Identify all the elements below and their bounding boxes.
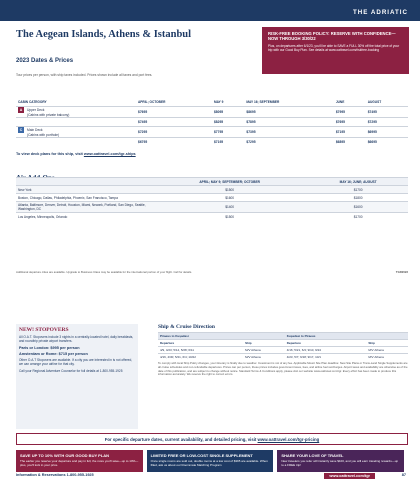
ship-name: M/V Athena bbox=[366, 354, 408, 361]
prices-row bbox=[16, 126, 408, 137]
price-cell: $7495 bbox=[136, 117, 212, 126]
air-cities: Los Angeles, Minneapolis, Orlando bbox=[16, 213, 151, 221]
air-note-text: Additional departure cities are available. Upgrade to Business Class may be available for the international portion of your flight. Call for details. bbox=[16, 270, 192, 274]
ship-heading: Ship & Cruise Direction bbox=[158, 324, 215, 330]
cabin-category-badge: A bbox=[19, 107, 23, 112]
ship-note: To comply with local Ship Policy changes, your itinerary is finally due to weather. Investment is not of any fee. Applicable Mount Site Plan deadline: New Site Plans or Trans-Land Single Supplements are all cruise schedules and non-refundable departures. Prices can per person, these prices includes government taxes, fees, and airline fuel surcharges. Airport taxes and availability are otherwise as of the date of this publication, and are subject to change without notice. Standard Terms & Conditions apply, please visit our website www.oattravel.com/tgr. Every effort has been made to produce this information accurately. We reserve the right to correct errors. bbox=[158, 361, 408, 377]
air-addons-heading-row bbox=[16, 167, 408, 175]
ship-col-departure: Departure bbox=[158, 340, 243, 347]
stopovers-box bbox=[16, 324, 138, 429]
price-cell: $8295 bbox=[212, 117, 244, 126]
offer-body: Once single rooms are sold out, double rooms at a low cost of $395 are available. When filled, ask us about our Roommate Matching Program bbox=[150, 459, 268, 467]
price-cell: $7195 bbox=[212, 137, 244, 146]
stopovers-text: Other O.A.T Stopovers are available. If a city you are interested in is not offered, we can arrange your airline for that city. bbox=[19, 358, 133, 367]
price-cell: $7895 bbox=[244, 117, 333, 126]
cabin-category-badge: C bbox=[19, 127, 23, 132]
prices-header: AUGUST bbox=[367, 99, 382, 104]
risk-free-promo-box bbox=[262, 27, 409, 74]
stopovers-contact: Call your Regional Adventure Counselor for full details at 1-800-955-1925 bbox=[19, 368, 123, 373]
price-cell: $8095 bbox=[212, 106, 244, 117]
ship-name: M/V Athena bbox=[243, 347, 285, 354]
brand-label: THE ADRIATIC bbox=[353, 9, 408, 16]
ship-direction-right: Kuşadasi to Piraeus bbox=[285, 333, 408, 340]
promo-heading: RISK-FREE BOOKING POLICY: RESERVE WITH CONFIDENCE—NOW THROUGH 3/30/22 bbox=[268, 31, 396, 42]
stopovers-heading: NEW! STOPOVERS bbox=[19, 327, 69, 333]
ship-name: M/V Athena bbox=[243, 354, 285, 361]
offer-heading: SAVE UP TO 10% WITH OUR GOOD BUY PLAN bbox=[20, 453, 110, 458]
air-row bbox=[16, 213, 408, 221]
stopover-price-paris: Paris or London: $995 per person bbox=[19, 345, 80, 350]
good-buy-box bbox=[16, 450, 143, 472]
ship-table bbox=[158, 332, 408, 360]
ship-dates: 4/9, 4/23; 5/14, 5/28; 6/11 bbox=[158, 347, 243, 354]
price-cell: $7295 bbox=[244, 137, 333, 146]
pricing-banner bbox=[16, 433, 408, 445]
prices-header: MAY 9 bbox=[213, 99, 224, 104]
prices-header: APRIL; OCTOBER bbox=[138, 99, 166, 104]
air-note bbox=[16, 270, 408, 274]
offer-body: The earlier you reserve your departure and pay in full, the more you'll save—up to 10%—plus, you'll lock in your price. bbox=[20, 459, 139, 467]
ship-name: M/V Athena bbox=[366, 347, 408, 354]
ship-col-row bbox=[158, 340, 408, 347]
cabin-desc: (Cabins with porthole) bbox=[27, 132, 60, 137]
intro-text: Tour prices per person, with ship taxes included. Prices shown include all taxes and port fees. bbox=[16, 73, 153, 77]
ship-col-departure: Departure bbox=[285, 340, 367, 347]
air-price: $1600 bbox=[308, 202, 408, 213]
price-cell: $6995 bbox=[366, 126, 408, 137]
price-cell: $6795 bbox=[136, 137, 212, 146]
prices-header: JUNE bbox=[335, 99, 345, 104]
single-supplement-box bbox=[147, 450, 274, 472]
price-cell: $7295 bbox=[366, 117, 408, 126]
price-cell: $8695 bbox=[244, 106, 333, 117]
air-header bbox=[16, 178, 151, 186]
price-cell: $6895 bbox=[334, 137, 366, 146]
offer-heading: LIMITED FREE OR LOW-COST SINGLE SUPPLEMENT bbox=[150, 453, 253, 458]
air-price: $1500 bbox=[151, 213, 308, 221]
air-header: MAY 16; JUNE; AUGUST bbox=[308, 178, 408, 186]
cabin-desc: (Cabins with private balcony) bbox=[27, 112, 70, 117]
offer-boxes bbox=[0, 450, 420, 472]
pricing-link[interactable]: www.oattravel.com/tgr-pricing bbox=[257, 437, 320, 442]
prices-header: MAY 16; SEPTEMBER bbox=[246, 99, 280, 104]
air-row bbox=[16, 202, 408, 213]
banner-text: For specific departure dates, current availability, and detailed pricing, visit bbox=[104, 437, 258, 442]
air-cities: Atlanta, Baltimore, Denver, Detroit, Houston, Miami, Newark, Portland, San Diego, Seattle, Washington, DC bbox=[16, 202, 151, 213]
prices-header: CABIN CATEGORY bbox=[18, 99, 47, 104]
ship-direction-row bbox=[158, 333, 408, 340]
price-cell: $7795 bbox=[212, 126, 244, 137]
air-addons-table bbox=[16, 177, 408, 221]
ship-dates: 4/23, 5/7; 6/18; 9/17, 10/1 bbox=[285, 354, 367, 361]
price-cell: $7495 bbox=[366, 106, 408, 117]
ship-direction-left: Piraeus to Kuşadasi bbox=[158, 333, 285, 340]
dates-prices-subtitle: 2023 Dates & Prices bbox=[16, 58, 74, 64]
ship-col-ship: Ship bbox=[366, 340, 408, 347]
cabin-name: Main Deck bbox=[27, 127, 43, 132]
air-price: $1600 bbox=[151, 194, 308, 202]
offer-body: New travelers you refer will instantly save $100, and you will earn traveling rewards—up to a FREE trip! bbox=[281, 459, 399, 467]
offer-heading: SHARE YOUR LOVE OF TRAVEL bbox=[281, 453, 344, 458]
price-cell: $6695 bbox=[366, 137, 408, 146]
air-price: $1500 bbox=[151, 186, 308, 194]
cabin-name: Upper Deck bbox=[27, 107, 45, 112]
top-brand-bar bbox=[0, 0, 420, 21]
price-cell: $7995 bbox=[334, 106, 366, 117]
air-row bbox=[16, 194, 408, 202]
page-footer bbox=[0, 472, 420, 480]
ship-row bbox=[158, 347, 408, 354]
prices-header-row bbox=[16, 98, 408, 106]
air-header-row bbox=[16, 178, 408, 186]
ship-dates: 4/16; 5/21, 6/4; 9/10, 9/24 bbox=[285, 347, 367, 354]
deck-plans-line bbox=[16, 152, 136, 156]
stopover-price-amsterdam: Amsterdam or Rome: $715 per person bbox=[19, 351, 88, 356]
air-code: TGR2023 bbox=[395, 270, 408, 274]
ship-dates: 4/16, 4/30; 5/21, 6/4; 10/22 bbox=[158, 354, 243, 361]
prices-table bbox=[16, 98, 408, 146]
stopovers-text: All O.A.T. Stopovers include 3 nights in a centrally-located hotel, daily breakfasts, and roundtrip private airport transfers. bbox=[19, 335, 134, 344]
air-header: APRIL; MAY 9; SEPTEMBER; OCTOBER bbox=[151, 178, 308, 186]
footer-phone: Information & Reservations 1-800-955-1925 bbox=[16, 473, 94, 477]
page-title: The Aegean Islands, Athens & Istanbul bbox=[16, 29, 192, 40]
price-cell: $7695 bbox=[136, 106, 212, 117]
air-price: $1700 bbox=[308, 186, 408, 194]
share-love-box bbox=[277, 450, 404, 472]
deck-plans-text: To view deck plans for this ship, visit bbox=[16, 152, 84, 156]
price-cell: $7295 bbox=[136, 126, 212, 137]
deck-plans-link[interactable]: www.oattravel.com/tgr-ships bbox=[83, 152, 136, 156]
air-row bbox=[16, 186, 408, 194]
price-cell: $7695 bbox=[334, 117, 366, 126]
price-cell: $7395 bbox=[244, 126, 333, 137]
air-price: $1800 bbox=[308, 194, 408, 202]
air-cities: New York bbox=[16, 186, 151, 194]
air-cities: Boston, Chicago, Dallas, Philadelphia, Phoenix, San Francisco, Tampa bbox=[16, 194, 151, 202]
page-number: 87 bbox=[401, 473, 406, 477]
prices-row bbox=[16, 137, 408, 146]
price-cell: $7195 bbox=[334, 126, 366, 137]
air-price: $1400 bbox=[151, 202, 308, 213]
promo-body: Plus, on departures after 6/1/23, you'll be able to SAVE a FULL 30% off the total price of your trip with our Good Buy Plan. See details at www.oattravel.com/riskfree-booking bbox=[268, 43, 400, 52]
air-price: $1700 bbox=[308, 213, 408, 221]
footer-url-link[interactable]: www.oattravel.com/tgr bbox=[324, 473, 375, 479]
prices-row bbox=[16, 117, 408, 126]
prices-row bbox=[16, 106, 408, 117]
ship-col-ship: Ship bbox=[243, 340, 285, 347]
ship-cruise-direction bbox=[158, 324, 408, 377]
ship-row bbox=[158, 354, 408, 361]
